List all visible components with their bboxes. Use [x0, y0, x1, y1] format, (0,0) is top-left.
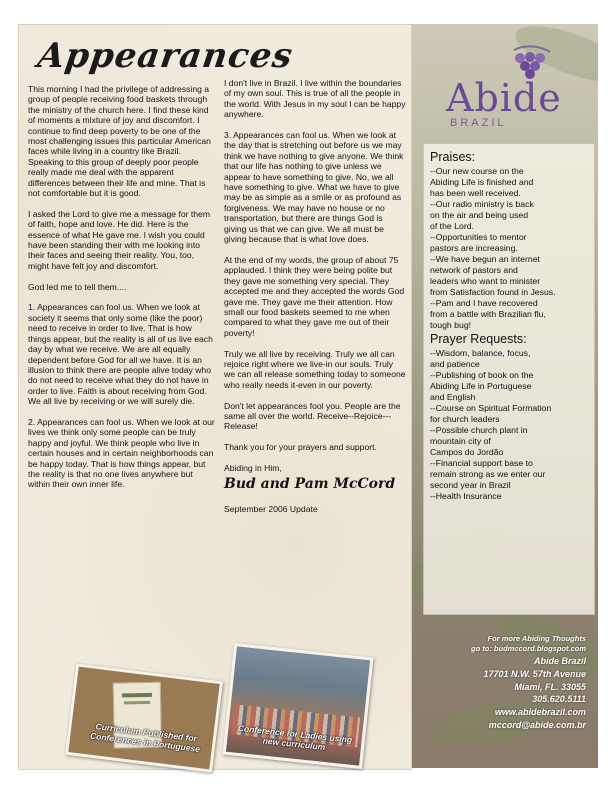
list-item: for church leaders	[430, 414, 500, 424]
paragraph: Thank you for your prayers and support.	[224, 442, 377, 453]
signature: Bud and Pam McCord	[224, 476, 396, 493]
paragraph: Truly we all live by receiving. Truly we all can rejoice right where we live-in our souls. Truly we can all release something today to someone who really needs it-even in our poverty.	[224, 348, 406, 390]
list-item: Abiding Life in Portuguese	[430, 381, 532, 391]
praise-prayer-text	[430, 150, 595, 502]
paragraph: 2. Appearances can fool us. When we look at our lives we think only some people can be truly happy and joyful. We think people who live in certain houses and in certain neighborhoods can be happy today. That is how things appear, but the reality is that no one lives anywhere but within their own inner life.	[28, 416, 215, 490]
list-item: second year in Brazil	[430, 480, 511, 490]
paragraph: God led me to tell them....	[28, 281, 127, 292]
list-item: of the Lord.	[430, 221, 474, 231]
paragraph: At the end of my words, the group of about 75 applauded. I think they were being polite but they gave me something very special. They accepted me and they accepted the words God gave me. They gave me their attention. How small our food baskets seemed to me when compared to what they gave me out of their poverty!	[224, 254, 405, 338]
conference-photo	[223, 643, 374, 769]
list-item: and English	[430, 392, 476, 402]
list-item: --Our new course on the	[430, 166, 524, 176]
paragraph: I don't live in Brazil. I live within the boundaries of my own soul. This is true of all the people in the world. With Jesus in my soul I can be happy anywhere.	[224, 78, 406, 120]
street-address: 17701 N.W. 57th Avenue	[483, 668, 586, 679]
list-item: --We have begun an internet	[430, 254, 540, 264]
list-item: tough bug!	[430, 320, 472, 330]
paragraph: 3. Appearances can fool us. When we look at the day that is stretching out before us we may think we have nothing to give anyone. We think that our life has nothing to give unless we appear to have something to give. No, we all have something to give. What we have to give may be as simple as a smile or as profound as forgiveness. We may have no house or no transportation, but there are things God is giving us that we can give. We all must be giving because that is what love does.	[224, 130, 404, 245]
org-name: Abide Brazil	[533, 656, 586, 666]
prayer-heading: Prayer Requests:	[430, 332, 527, 346]
list-item: --Health Insurance	[430, 491, 502, 501]
paragraph: Abiding in Him,	[224, 462, 282, 473]
list-item: has been well received.	[430, 188, 521, 198]
article-column-2	[224, 78, 406, 525]
list-item: --Possible church plant in	[430, 425, 528, 435]
list-item: leaders who want to minister	[430, 276, 541, 286]
list-item: and patience	[430, 359, 480, 369]
list-item: --Opportunities to mentor	[430, 232, 527, 242]
update-date: September 2006 Update	[224, 503, 318, 514]
list-item: on the air and being used	[430, 210, 529, 220]
paragraph: Don't let appearances fool you. People are the same all over the world. Receive--Rejoice---Release!	[224, 400, 401, 432]
paragraph: 1. Appearances can fool us. When we look at society it seems that only some (like the poor) need to receive in order to live. That is how things appear, but the reality is all of us live each day by what we receive. We are all equally dependent before God for all we have. It is an illusion to think there are people alive today who do not need to receive what they do not have in order to live. Faith is about receiving from God. We all live by receiving or we will surely die.	[28, 302, 213, 407]
list-item: mountain city of	[430, 436, 491, 446]
list-item: Abiding Life is finished and	[430, 177, 534, 187]
list-item: --Pam and I have recovered	[430, 298, 538, 308]
logo-subtitle: BRAZIL	[450, 117, 507, 129]
list-item: remain strong as we enter our	[430, 469, 546, 479]
list-item: --Publishing of book on the	[430, 370, 534, 380]
more-thoughts-label: For more Abiding Thoughts	[487, 634, 586, 643]
city-line: Miami, FL. 33055	[514, 681, 586, 692]
list-item: --Wisdom, balance, focus,	[430, 348, 531, 358]
blog-link[interactable]: go to: budmccord.blogspot.com	[471, 643, 586, 653]
logo-name: Abide	[446, 76, 562, 120]
article-column-1	[28, 84, 216, 500]
list-item: Campos do Jordão	[430, 447, 504, 457]
list-item: pastors are increasing.	[430, 243, 518, 253]
contact-block	[420, 634, 586, 732]
paragraph: I asked the Lord to give me a message for them of faith, hope and love. He did. Here is the essence of what He gave me. I wish you could have been standing their with me looking into their faces and seeing their reality. You, too, might have felt joy and discomfort.	[28, 208, 210, 271]
curriculum-photo	[65, 663, 223, 772]
praises-heading: Praises:	[430, 150, 476, 164]
list-item: --Course on Spiritual Formation	[430, 403, 552, 413]
paragraph: This morning I had the privilege of addressing a group of people receiving food baskets through the ministry of the church here. I find these kind of moments a mixture of joy and discomfort. I continue to find deep poverty to be one of the most challenging issues this particular American faces while living in a country like Brazil. Speaking to this group of deeply poor people really made me deal with the apparent differences between their life and mine. That is not comfortable but it is good.	[28, 84, 211, 199]
email-link[interactable]: mccord@abide.com.br	[488, 719, 586, 730]
list-item: network of pastors and	[430, 265, 518, 275]
page-title: Appearances	[35, 36, 296, 76]
list-item: --Our radio ministry is back	[430, 199, 534, 209]
website-link[interactable]: www.abidebrazil.com	[494, 707, 586, 718]
list-item: --Financial support base to	[430, 458, 533, 468]
list-item: from a battle with Brazilian flu,	[430, 309, 546, 319]
phone-number: 305.620.5111	[532, 694, 586, 705]
list-item: from Satisfaction found in Jesus.	[430, 287, 556, 297]
photo-caption: Conference for Ladies using new curriculum	[237, 722, 353, 753]
photo-caption: Curriculum Published for Conferences in Portuguese	[89, 721, 201, 755]
